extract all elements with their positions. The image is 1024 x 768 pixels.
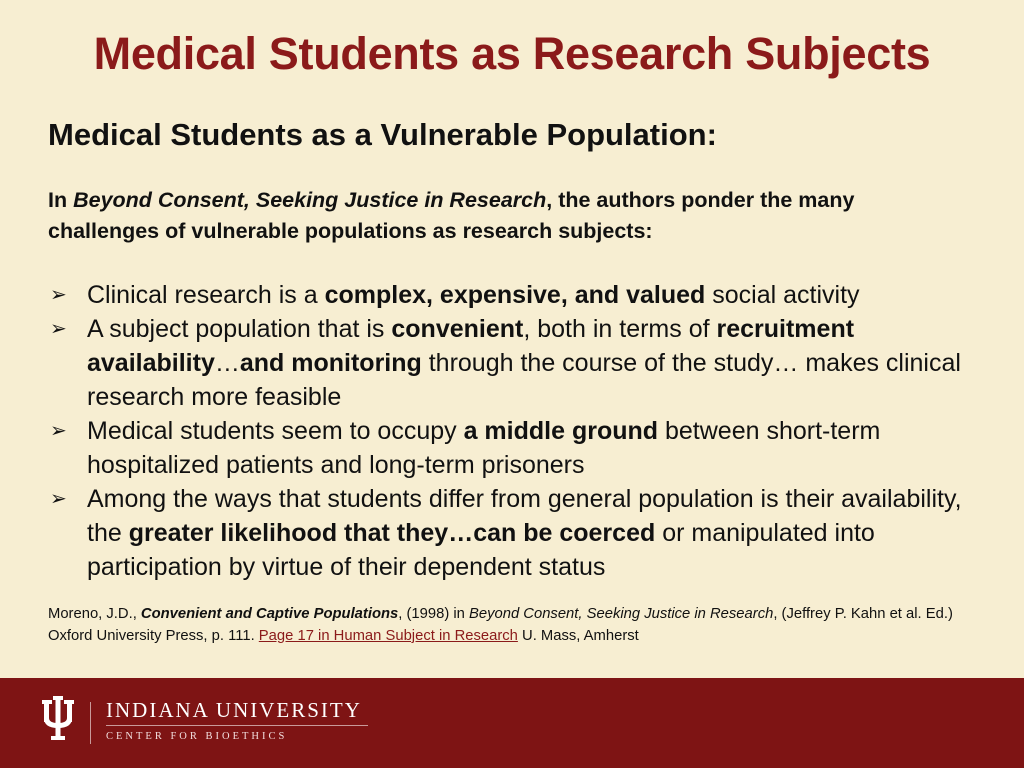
citation-author: Moreno, J.D., — [48, 606, 141, 622]
citation-year: , (1998) in — [398, 606, 469, 622]
book-title: Beyond Consent, Seeking Justice in Research — [73, 188, 547, 212]
bullet-text: or manipulated into participation by virtue of their dependent status — [87, 519, 875, 581]
intro-prefix: In — [48, 188, 74, 212]
citation-after-link: U. Mass, Amherst — [517, 628, 639, 644]
bullet-text: … — [214, 349, 240, 377]
bullet-emphasis: and monitoring — [239, 349, 422, 377]
intro-rest: , the authors ponder the many challenges of vulnerable populations as research subjects: — [48, 188, 855, 243]
arrow-bullet-icon: ➢ — [50, 284, 67, 306]
bullet-text: Clinical research is a — [87, 281, 325, 309]
bullet-text: A subject population that is — [87, 315, 392, 343]
slide-title: Medical Students as Research Subjects — [93, 28, 931, 79]
intro-paragraph — [48, 185, 968, 247]
bullet-item — [48, 482, 978, 584]
bullet-text: Medical students seem to occupy — [87, 417, 464, 445]
bullet-item — [48, 414, 978, 482]
bullet-item — [48, 312, 978, 414]
bullet-item — [48, 278, 978, 312]
bullet-text: between short-term hospitalized patients and long-term prisoners — [87, 417, 881, 479]
citation-work: Convenient and Captive Populations — [140, 606, 399, 622]
university-name: INDIANA UNIVERSITY — [106, 698, 362, 722]
logo-divider — [90, 702, 91, 744]
bullet-emphasis: complex, expensive, and valued — [324, 281, 706, 309]
section-heading: Medical Students as a Vulnerable Population: — [48, 117, 717, 152]
arrow-bullet-icon: ➢ — [50, 420, 67, 442]
bullet-emphasis: a middle ground — [463, 417, 659, 445]
citation — [48, 603, 988, 647]
bullet-text: through the course of the study… makes clinical research more feasible — [87, 349, 961, 411]
arrow-bullet-icon: ➢ — [50, 318, 67, 340]
bullet-emphasis: convenient — [391, 315, 524, 343]
bullet-text: , both in terms of — [523, 315, 717, 343]
bullet-emphasis: recruitment availability — [87, 315, 855, 377]
iu-trident-logo-icon — [40, 696, 76, 744]
citation-book: Beyond Consent, Seeking Justice in Research — [468, 606, 774, 622]
bullet-text: social activity — [705, 281, 860, 309]
bullet-list — [48, 278, 978, 584]
citation-details: , (Jeffrey P. Kahn et al. Ed.) Oxford University Press, p. 111. — [48, 606, 953, 644]
bullet-text: Among the ways that students differ from general population is their availability, the — [87, 485, 962, 547]
bullet-emphasis: greater likelihood that they…can be coerced — [128, 519, 656, 547]
center-name: CENTER FOR BIOETHICS — [106, 731, 288, 742]
citation-link[interactable]: Page 17 in Human Subject in Research — [258, 628, 518, 644]
footer-bar — [0, 678, 1024, 768]
arrow-bullet-icon: ➢ — [50, 488, 67, 510]
wordmark-rule — [106, 725, 368, 726]
